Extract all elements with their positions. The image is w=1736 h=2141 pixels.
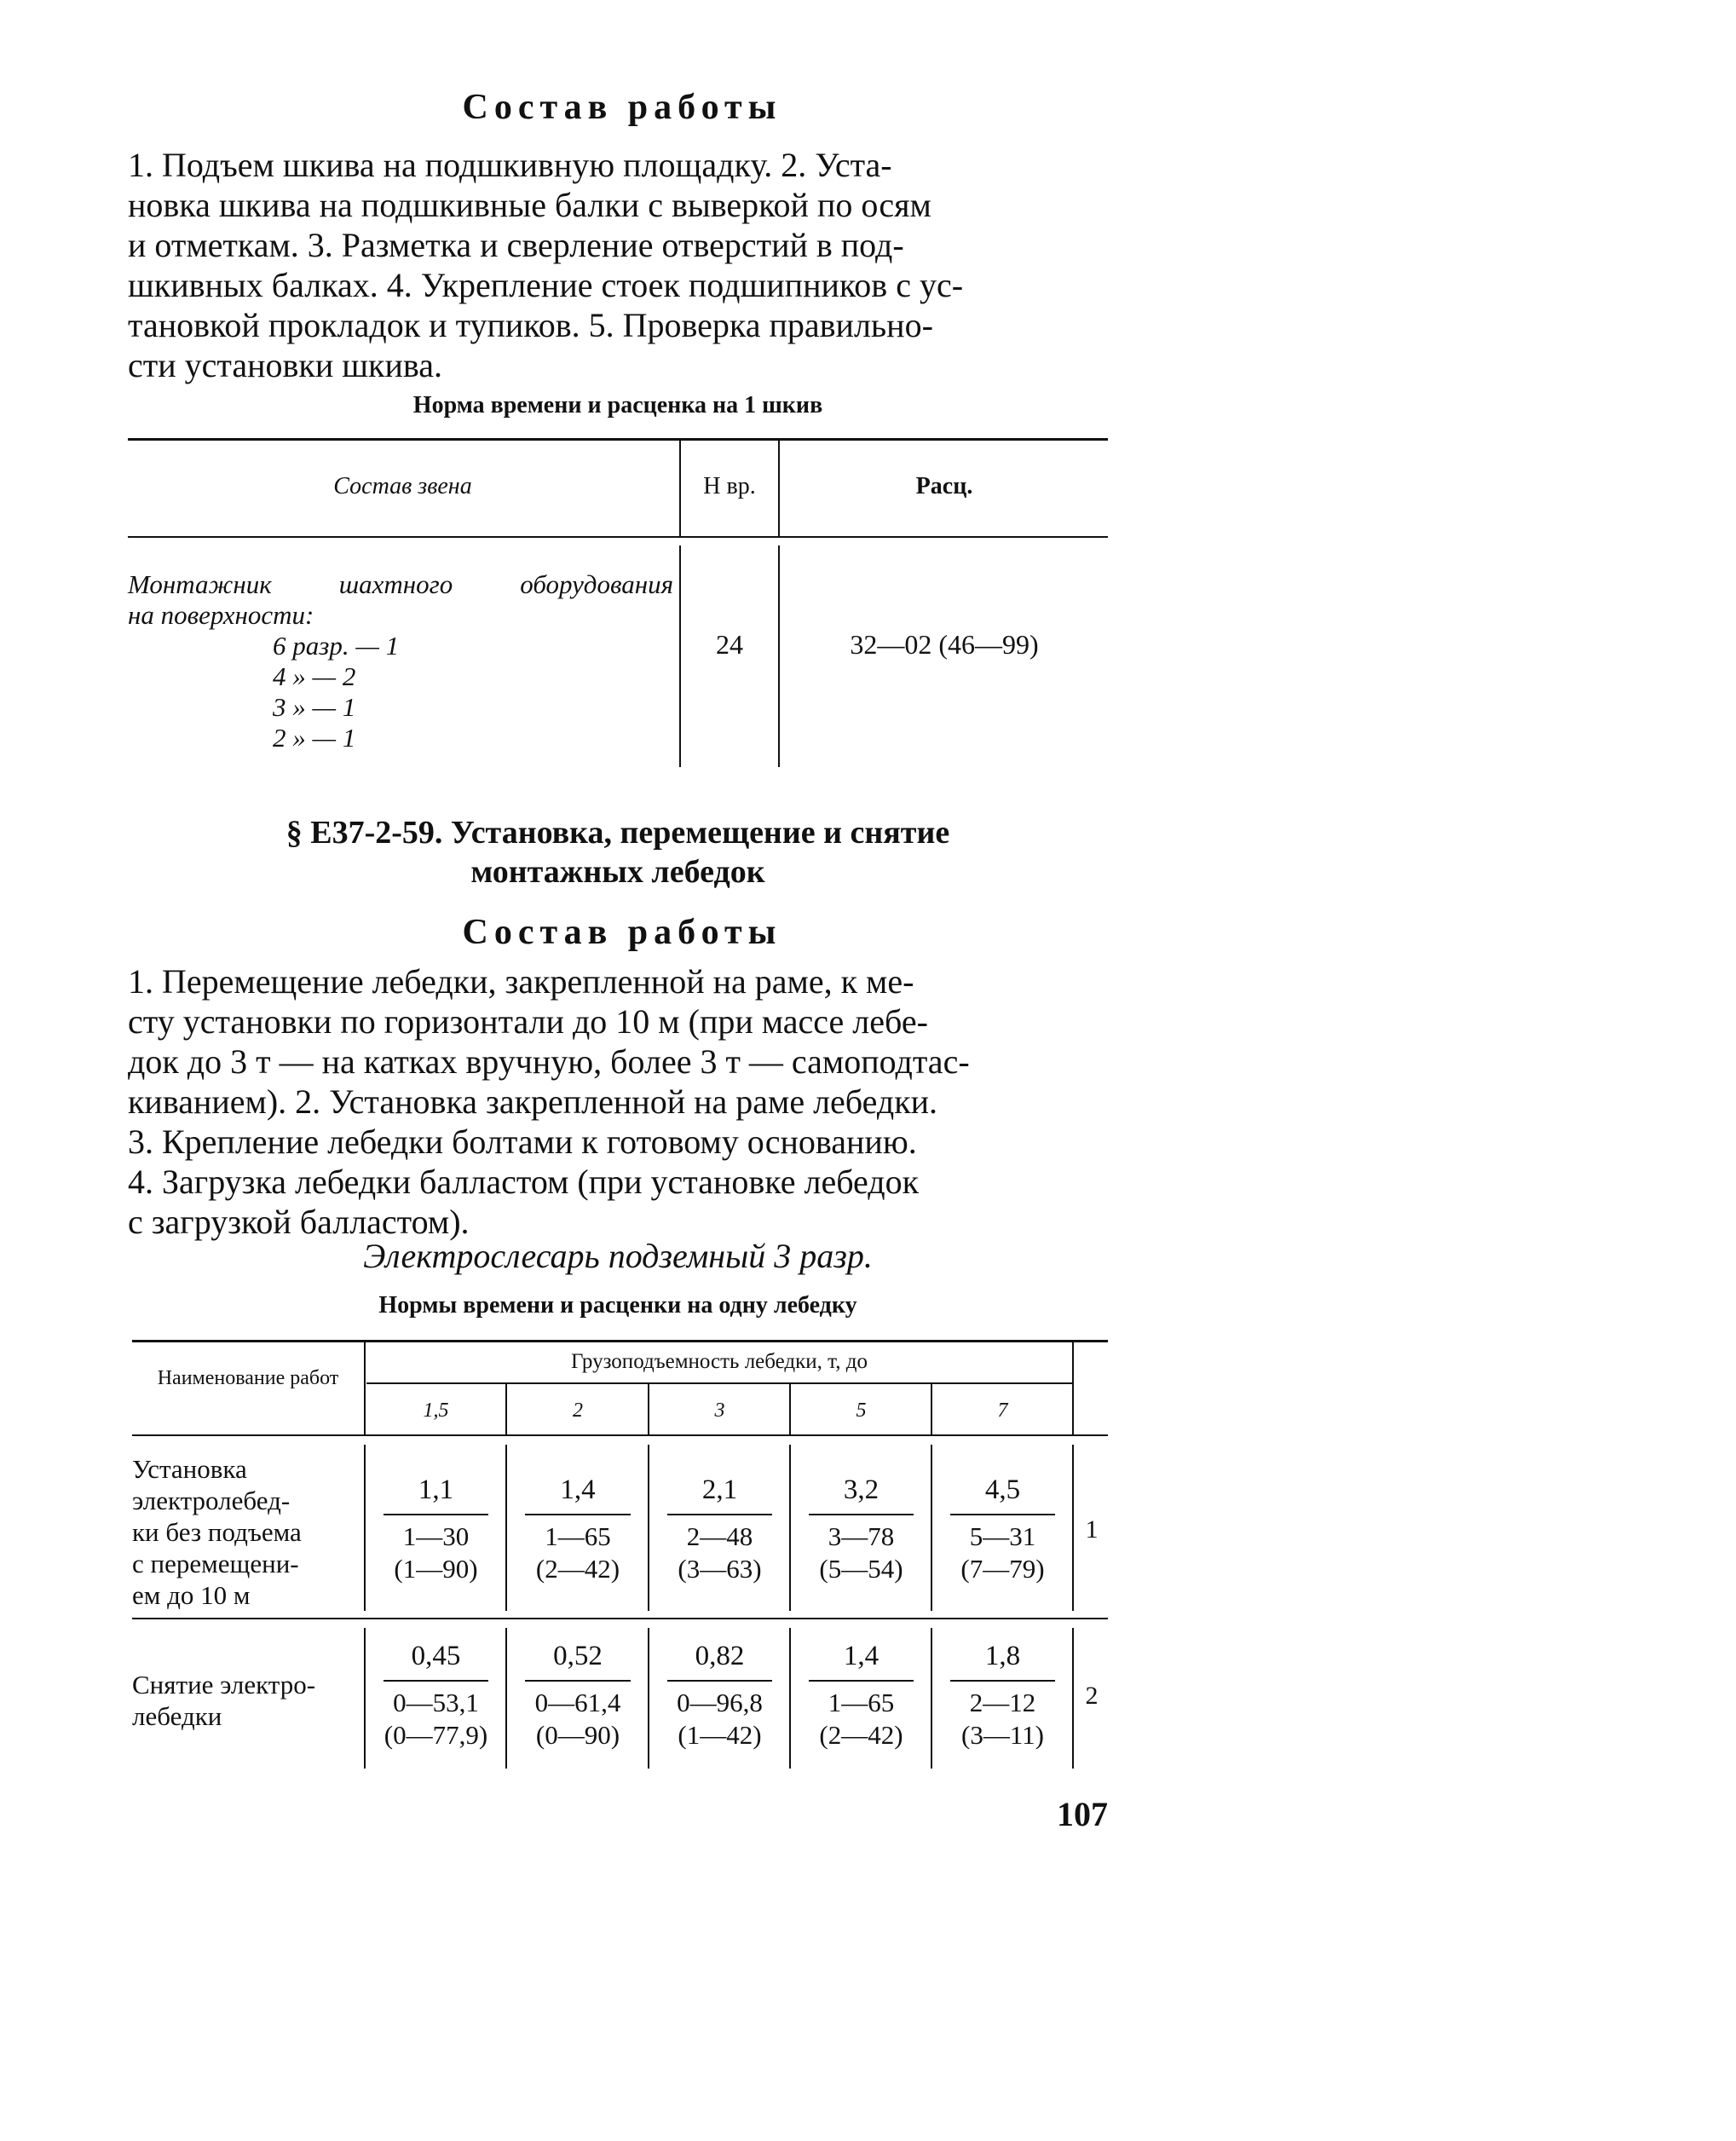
row-name-line: ем до 10 м (132, 1580, 251, 1610)
row1-number: 1 (1085, 1515, 1099, 1544)
paragraph-line: 3. Крепление лебедки болтами к готовому основанию. (128, 1122, 917, 1161)
norm-value: 2,1 (701, 1474, 738, 1505)
norm-value: 3,2 (843, 1474, 880, 1505)
table1-rate: 32—02 (46—99) (850, 629, 1039, 660)
norm-value: 0,82 (695, 1641, 745, 1671)
row-name-line: Установка (132, 1454, 247, 1484)
rate-alt-value: (2—42) (535, 1554, 620, 1584)
paragraph-line: сту установки по горизонтали до 10 м (при массе лебе- (128, 1002, 928, 1041)
section2-title-line: § Е37-2-59. Установка, перемещение и снятие (285, 815, 950, 851)
paragraph-line: с загрузкой балластом). (128, 1203, 470, 1241)
paragraph-line: новка шкива на подшкивные балки с выверкой по осям (128, 186, 931, 224)
paragraph-line: 1. Подъем шкива на подшкивную площадку. 2. Уста- (128, 146, 892, 184)
rate-value: 5—31 (969, 1521, 1036, 1551)
rate-alt-value: (0—77,9) (384, 1720, 488, 1750)
rate-alt-value: (1—42) (678, 1720, 762, 1750)
row-name-line: электролебед- (132, 1486, 291, 1515)
norm-value: 1,1 (418, 1474, 454, 1505)
capacity-header: 2 (573, 1399, 583, 1422)
row2-number: 2 (1085, 1682, 1099, 1710)
page-number: 107 (1057, 1795, 1108, 1833)
rate-value: 0—53,1 (393, 1688, 479, 1717)
section1-paragraph (128, 145, 1108, 385)
section2-paragraph (128, 961, 1108, 1242)
paragraph-line: тановкой прокладок и тупиков. 5. Проверка правильно- (128, 306, 933, 344)
paragraph-line: сти установки шкива. (128, 346, 443, 384)
rate-value: 2—12 (969, 1688, 1036, 1717)
section2-title-line: монтажных лебедок (470, 854, 765, 890)
table1-crew-cell (128, 569, 673, 753)
paragraph-line: киванием). 2. Установка закрепленной на раме лебедки. (128, 1082, 938, 1121)
row-name-line: с перемещени- (132, 1549, 299, 1578)
worker-category: Электрослесарь подземный 3 разр. (363, 1237, 873, 1275)
crew-line: 6 разр. — 1 (273, 631, 400, 661)
paragraph-line: док до 3 т — на катках вручную, более 3 т — самоподтас- (128, 1042, 970, 1081)
rate-value: 0—61,4 (534, 1688, 621, 1717)
paragraph-line: 4. Загрузка лебедки балластом (при установке лебедок (128, 1163, 920, 1201)
crew-line: на поверхности: (128, 600, 314, 630)
row-name-line: Снятие электро- (132, 1670, 316, 1700)
crew-line: Монтажник шахтного оборудования (128, 569, 673, 599)
section2-title (128, 813, 1108, 892)
capacity-header: 7 (997, 1399, 1008, 1422)
rate-value: 1—65 (545, 1521, 611, 1551)
rate-value: 2—48 (686, 1521, 753, 1551)
capacity-header: 5 (856, 1399, 867, 1422)
row2-name (132, 1669, 360, 1732)
table1-header-time: Н вр. (703, 473, 756, 499)
paragraph-line: шкивных балках. 4. Укрепление стоек подшипников с ус- (128, 266, 964, 304)
row1-name (132, 1453, 360, 1611)
paragraph-line: и отметкам. 3. Разметка и сверление отверстий в под- (128, 226, 904, 264)
paragraph-line: 1. Перемещение лебедки, закрепленной на раме, к ме- (128, 962, 914, 1001)
table1-caption: Норма времени и расценка на 1 шкив (412, 392, 823, 418)
rate-value: 1—65 (828, 1688, 895, 1717)
table1-time-norm: 24 (716, 629, 743, 660)
row-name-line: лебедки (132, 1701, 222, 1731)
rate-alt-value: (7—79) (960, 1554, 1045, 1584)
table2-header-work-name: Наименование работ (157, 1367, 339, 1389)
table2-header-capacity: Грузоподъемность лебедки, т, до (571, 1350, 868, 1373)
rate-alt-value: (3—11) (961, 1720, 1044, 1750)
capacity-header: 3 (714, 1399, 725, 1422)
rate-alt-value: (2—42) (819, 1720, 903, 1750)
rate-value: 0—96,8 (677, 1688, 763, 1717)
rate-alt-value: (0—90) (535, 1720, 620, 1750)
rate-alt-value: (5—54) (819, 1554, 903, 1584)
section1-heading: Состав работы (462, 88, 782, 127)
section2-heading: Состав работы (462, 913, 782, 952)
capacity-header: 1,5 (423, 1399, 449, 1422)
norm-value: 1,8 (984, 1641, 1021, 1671)
norm-value: 1,4 (843, 1641, 880, 1671)
norm-value: 0,45 (411, 1641, 461, 1671)
table1-header-crew: Состав звена (333, 473, 472, 499)
crew-line: 3 » — 1 (273, 692, 356, 722)
rate-alt-value: (3—63) (678, 1554, 762, 1584)
row-name-line: ки без подъема (132, 1517, 302, 1547)
rate-value: 3—78 (828, 1521, 895, 1551)
norm-value: 1,4 (560, 1474, 596, 1505)
table2-caption: Нормы времени и расценки на одну лебедку (378, 1292, 857, 1319)
rate-value: 1—30 (402, 1521, 470, 1551)
crew-line: 2 » — 1 (273, 723, 356, 753)
table1-header-rate: Расц. (915, 473, 973, 499)
norm-value: 0,52 (553, 1641, 603, 1671)
crew-line: 4 » — 2 (273, 661, 356, 691)
norm-value: 4,5 (984, 1474, 1021, 1505)
rate-alt-value: (1—90) (394, 1554, 478, 1584)
